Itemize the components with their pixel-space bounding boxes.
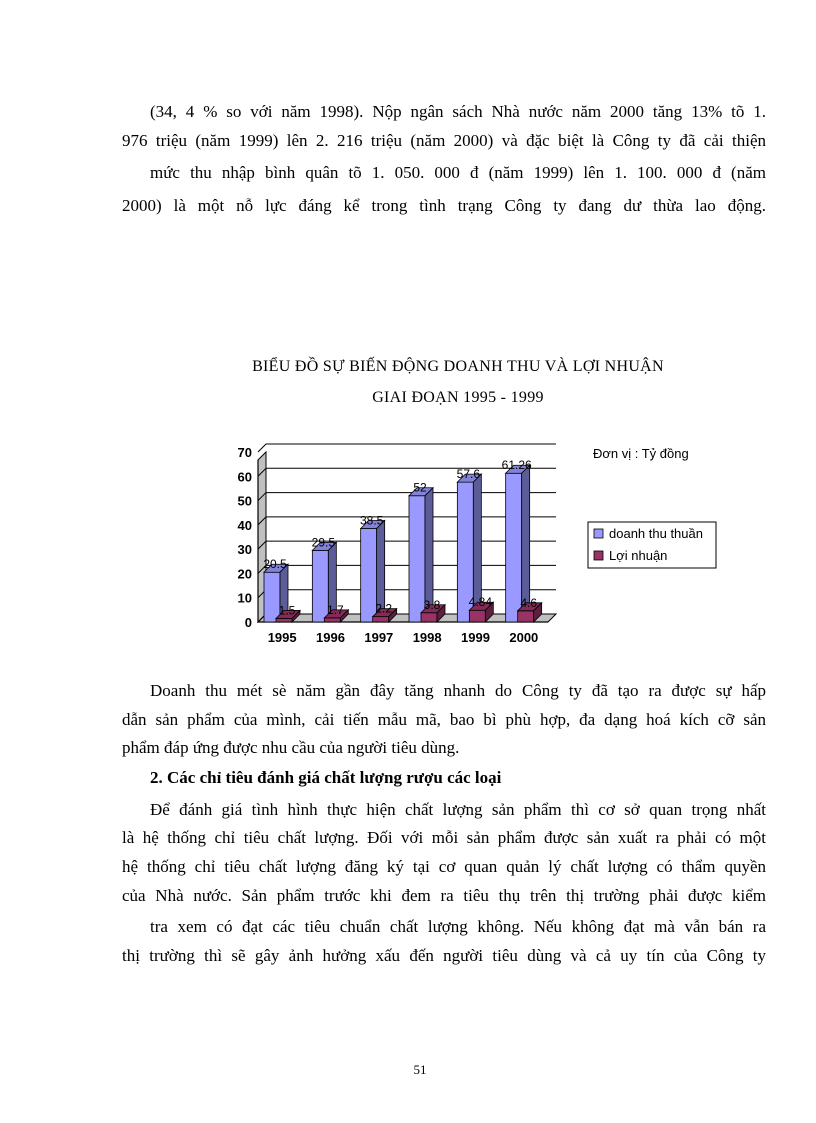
chart-title-line-2: GIAI ĐOẠN 1995 - 1999 (372, 389, 544, 406)
y-tick-label: 10 (237, 590, 252, 606)
paragraph-1-line-4: 2000) là một nỗ lực đáng kể trong tình trạng Công ty đang dư thừa lao động. (122, 196, 766, 215)
profit-data-label: 1.7 (326, 602, 344, 617)
profit-bar-front (276, 618, 292, 622)
x-tick-label: 1999 (461, 630, 490, 645)
legend-swatch (594, 529, 603, 538)
y-tick-label: 30 (237, 542, 252, 558)
revenue-bar-front (361, 529, 377, 623)
paragraph-1-line-1: (34, 4 % so với năm 1998). Nộp ngân sách Nhà nước năm 2000 tăng 13% tõ 1. (150, 102, 766, 121)
profit-data-label: 1.5 (278, 603, 296, 618)
paragraph-1-line-2: 976 triệu (năm 1999) lên 2. 216 triệu (năm 2000) và đặc biệt là Công ty đã cải thiện (122, 131, 766, 150)
y-tick-label: 0 (244, 615, 252, 630)
chart-title-line-1: BIỂU ĐỒ SỰ BIẾN ĐỘNG DOANH THU VÀ LỢI NHUẬN (252, 358, 664, 375)
paragraph-2-line-2: dẫn sản phẩm của mình, cải tiến mẫu mã, bao bì phù hợp, đa dạng hoá kích cỡ sản (122, 710, 766, 729)
y-tick-label: 60 (237, 469, 252, 485)
profit-data-label: 4.84 (468, 595, 493, 610)
revenue-data-label: 52 (413, 480, 427, 495)
chart-bars (264, 465, 542, 622)
y-tick-label: 40 (237, 517, 252, 533)
paragraph-1-line-3: mức thu nhập bình quân tõ 1. 050. 000 đ (năm 1999) lên 1. 100. 000 đ (năm (150, 163, 766, 182)
revenue-bar-front (312, 550, 328, 622)
profit-bar-front (518, 611, 534, 622)
chart-legend (588, 522, 716, 568)
y-tick-label: 50 (237, 493, 252, 509)
paragraph-3-line-6: thị trường thì sẽ gây ảnh hưởng xấu đến người tiêu dùng và cả uy tín của Công ty (122, 946, 766, 965)
revenue-profit-bar-chart (0, 435, 816, 665)
legend-label: doanh thu thuần (609, 526, 703, 541)
x-tick-label: 1996 (316, 630, 345, 645)
revenue-bar-front (506, 473, 522, 622)
paragraph-3-line-2: là hệ thống chỉ tiêu chất lượng. Đối với mỗi sản phẩm được sản xuất ra phải có một (122, 828, 766, 847)
profit-bar-front (469, 610, 485, 622)
paragraph-3-line-4: của Nhà nước. Sản phẩm trước khi đem ra tiêu thụ trên thị trường phải được kiểm (122, 886, 766, 905)
section-heading: 2. Các chỉ tiêu đánh giá chất lượng rượu các loại (150, 768, 502, 787)
revenue-data-label: 61.26 (501, 458, 532, 473)
revenue-bar-front (409, 496, 425, 622)
paragraph-2-line-3: phẩm đáp ứng được nhu cầu của người tiêu dùng. (122, 738, 460, 757)
revenue-bar-front (264, 572, 280, 622)
x-tick-label: 1998 (412, 630, 442, 645)
x-tick-label: 1997 (364, 630, 394, 645)
profit-data-label: 2.2 (375, 601, 393, 616)
chart-data-labels (263, 458, 537, 617)
page-number: 51 (413, 1062, 427, 1077)
paragraph-3-line-1: Để đánh giá tình hình thực hiện chất lượng sản phẩm thì cơ sở quan trọng nhất (150, 800, 766, 819)
profit-data-label: 4.6 (520, 595, 538, 610)
profit-bar-front (421, 613, 437, 622)
revenue-data-label: 38.5 (359, 513, 384, 528)
x-tick-label: 1995 (267, 630, 297, 645)
legend-label: Lợi nhuận (609, 548, 668, 563)
paragraph-2-line-1: Doanh thu mét sè năm gần đây tăng nhanh do Công ty đã tạo ra được sự hấp (150, 681, 766, 700)
profit-bar-front (324, 618, 340, 622)
paragraph-3-line-5: tra xem có đạt các tiêu chuẩn chất lượng không. Nếu không đạt mà vẫn bán ra (150, 917, 766, 936)
profit-bar-front (373, 617, 389, 622)
revenue-data-label: 20.5 (263, 557, 287, 572)
paragraph-3-line-3: hệ thống chỉ tiêu chất lượng đăng ký tại cơ quan quản lý chất lượng có thẩm quyền (122, 857, 766, 876)
y-tick-label: 20 (237, 566, 252, 582)
profit-data-label: 3.8 (423, 597, 441, 612)
revenue-data-label: 29.5 (311, 535, 336, 550)
gridline (258, 444, 556, 452)
y-tick-label: 70 (237, 445, 252, 460)
chart-unit-label: Đơn vị : Tỷ đồng (593, 446, 689, 461)
x-tick-label: 2000 (509, 630, 539, 645)
legend-swatch (594, 551, 603, 560)
revenue-data-label: 57.6 (456, 467, 481, 482)
